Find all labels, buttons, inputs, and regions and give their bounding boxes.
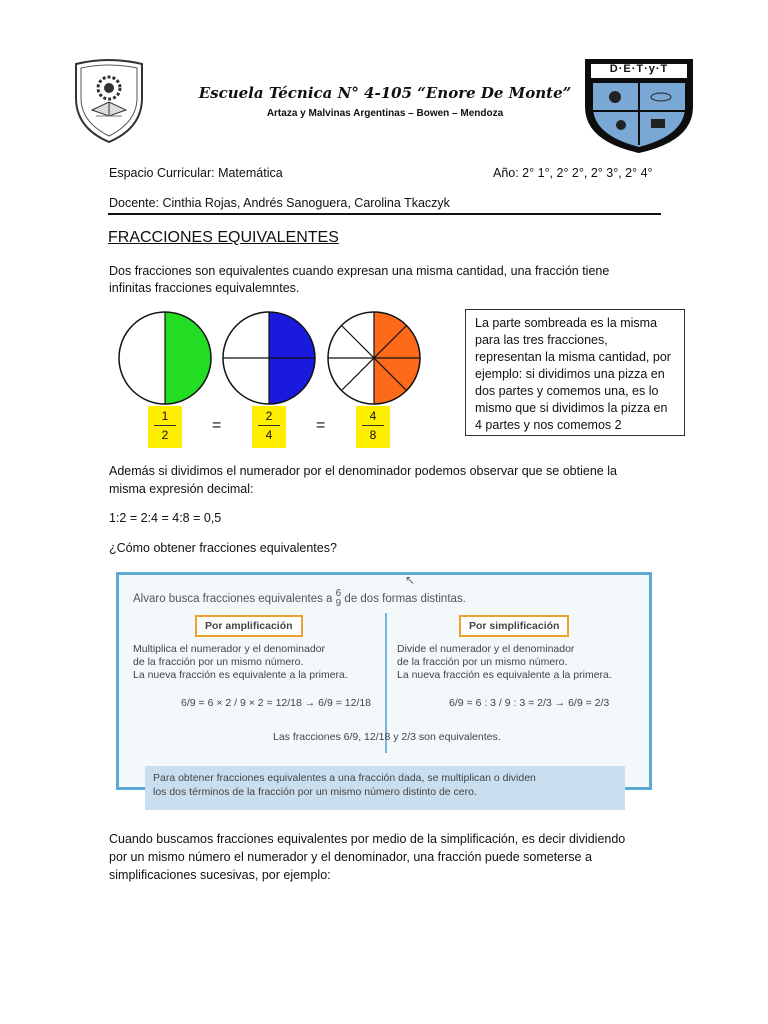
equals-sign-1: =	[212, 417, 222, 434]
strip-line: los dos términos de la fracción por un mismo número distinto de cero.	[153, 786, 477, 798]
fraction-circles	[116, 310, 426, 406]
closing-line-3: simplificaciones sucesivas, por ejemplo:	[109, 868, 331, 882]
school-name: Escuela Técnica N° 4-105 “Enore De Monte”	[198, 84, 572, 102]
section-title: FRACCIONES EQUIVALENTES	[108, 229, 339, 246]
espacio-curricular: Espacio Curricular: Matemática	[109, 166, 283, 180]
intro-line-1: Dos fracciones son equivalentes cuando expresan una misma cantidad, una fracción tiene	[109, 264, 610, 278]
detyt-logo	[583, 55, 695, 155]
book-rule-strip	[145, 766, 625, 810]
intro-line-2: infinitas fracciones equivalemntes.	[109, 281, 300, 295]
fraction-label-1: 1 2	[148, 406, 182, 448]
fraction-label-2: 2 4	[252, 406, 286, 448]
equals-sign-2: =	[316, 417, 326, 434]
closing-line-1: Cuando buscamos fracciones equivalentes por medio de la simplificación, es decir dividiendo	[109, 832, 626, 846]
book-title: Alvaro busca fracciones equivalentes a 6 9 de dos formas distintas.	[133, 588, 466, 609]
anio: Año: 2° 1°, 2° 2°, 2° 3°, 2° 4°	[493, 166, 653, 180]
circle-four-eighths	[328, 312, 420, 404]
fraction-label-3: 4 8	[356, 406, 390, 448]
school-shield-logo	[72, 58, 146, 144]
school-address: Artaza y Malvinas Argentinas – Bowen – Mendoza	[266, 108, 504, 119]
note-line: dos partes y comemos una, es lo	[475, 384, 659, 398]
decimal-line-1: Además si dividimos el numerador por el denominador podemos observar que se obtiene la	[109, 464, 617, 478]
left-text: Multiplica el numerador y el denominador de la fracción por un mismo número. La nueva fracción es equivalente a la primera.	[133, 643, 348, 681]
detyt-logo-text: D·E·T·y·T	[609, 63, 669, 75]
strip-line: Para obtener fracciones equivalentes a una fracción dada, se multiplican o dividen	[153, 772, 536, 784]
header-divider	[108, 213, 661, 215]
book-summary: Las fracciones 6/9, 12/18 y 2/3 son equivalentes.	[273, 731, 501, 743]
note-line: 4 partes y nos comemos 2	[475, 418, 622, 432]
textbook-excerpt	[116, 572, 652, 790]
closing-line-2: por un mismo número el numerador y el denominador, una fracción puede someterse a	[109, 850, 592, 864]
circle-two-quarters	[223, 312, 315, 404]
right-text: Divide el numerador y el denominador de la fracción por un mismo número. La nueva fracción es equivalente a la primera.	[397, 643, 612, 681]
explanation-note	[465, 309, 685, 436]
note-line: representan la misma cantidad, por	[475, 350, 671, 364]
tag-simplificacion: Por simplificación	[459, 615, 569, 637]
left-math: 6/9 = 6 × 2 / 9 × 2 = 12/18 → 6/9 = 12/18	[181, 697, 372, 709]
question-heading: ¿Cómo obtener fracciones equivalentes?	[109, 541, 337, 555]
note-line: La parte sombreada es la misma	[475, 316, 658, 330]
circle-one-half	[119, 312, 211, 404]
decimal-expression: 1:2 = 2:4 = 4:8 = 0,5	[109, 511, 222, 525]
note-line: mismo que si dividimos la pizza en	[475, 401, 668, 415]
tag-amplificacion: Por amplificación	[195, 615, 303, 637]
right-math: 6/9 = 6 : 3 / 9 : 3 = 2/3 → 6/9 = 2/3	[449, 697, 610, 709]
note-line: para las tres fracciones,	[475, 333, 608, 347]
decimal-line-2: misma expresión decimal:	[109, 482, 254, 496]
docente: Docente: Cinthia Rojas, Andrés Sanoguera, Carolina Tkaczyk	[109, 196, 450, 210]
cursor-icon: ↖	[405, 573, 416, 587]
note-line: ejemplo: si dividimos una pizza en	[475, 367, 665, 381]
